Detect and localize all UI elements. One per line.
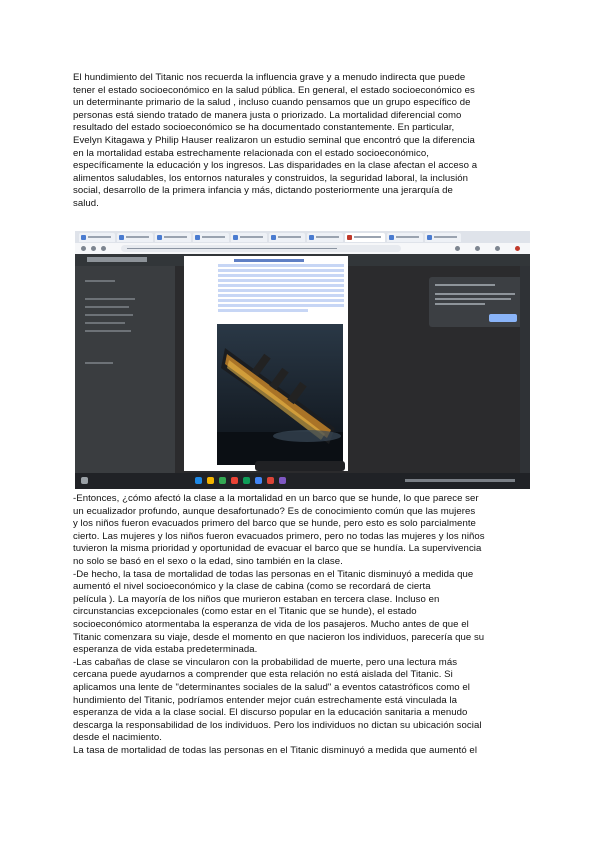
text-line: en la mortalidad estaba estrechamente relacionada con el estado socioeconómico, xyxy=(73,147,429,159)
text-line: esperanza de vida estaba predeterminada. xyxy=(73,644,258,656)
back-icon xyxy=(81,246,86,251)
pdf-zoom-bar xyxy=(255,461,345,471)
taskbar-app-icon xyxy=(243,477,250,484)
text-line: -De hecho, la tasa de mortalidad de todas las personas en el Titanic disminuyó a medida que xyxy=(73,568,474,580)
text-line: social, desarrollo de la primera infancia y más, dictando posteriormente una jerarquía de xyxy=(73,185,453,197)
windows-taskbar xyxy=(75,473,530,489)
text-line: aumentó el nivel socioeconómico y la clase de cabina (como se recordará de cierta xyxy=(73,581,431,593)
text-line: aplicamos una lente de "determinantes sociales de la salud" a eventos catastróficos como el xyxy=(73,681,470,693)
text-line: esperanza de vida a la clase social. El discurso popular en la educación sanitaria a menudo xyxy=(73,707,468,719)
text-line: La tasa de mortalidad de todas las personas en el Titanic disminuyó a medida que aumentó el xyxy=(73,744,478,756)
text-line: Titanic comenzara su viaje, desde el momento en que nacieron los individuos, parecería que su xyxy=(73,631,485,643)
browser-tab xyxy=(79,233,115,242)
text-line: película ). La mayoría de los niños que murieron estaban en tercera clase. Incluso en xyxy=(73,593,440,605)
text-line: alimentos saludables, los entornos naturales y construidos, la seguridad laboral, la inclusión xyxy=(73,172,469,184)
text-line: un ecualizador profundo, aunque desafortunado? Es de conocimiento común que las mujeres xyxy=(73,505,476,517)
text-line: y los niños fueron evacuados primero del barco que se hunde, pero esto es solo parcialmente xyxy=(73,518,476,530)
signin-popup xyxy=(429,277,523,327)
extensions-icon xyxy=(475,246,480,251)
forward-icon xyxy=(91,246,96,251)
text-line: cercana puede ayudarnos a comprender que esta relación no está aislada del Titanic. Si xyxy=(73,669,453,681)
browser-tab-bar xyxy=(75,231,530,243)
star-icon xyxy=(455,246,460,251)
taskbar-app-icon xyxy=(231,477,238,484)
text-line: un determinante primario de la salud , incluso cuando pensamos que un grupo específico de xyxy=(73,97,471,109)
browser-tab xyxy=(155,233,191,242)
pdf-page xyxy=(184,256,348,471)
system-tray xyxy=(405,479,515,482)
text-line: hundimiento del Titanic, podríamos entender mejor cuán estrechamente está vinculada la xyxy=(73,694,458,706)
text-line: desde el nacimiento. xyxy=(73,732,162,744)
taskbar-app-icon xyxy=(279,477,286,484)
text-line: cierto. Las mujeres y los niños fueron evacuados primero, pero no todas las mujeres y los niños xyxy=(73,530,485,542)
start-icon xyxy=(81,477,88,484)
pdf-sidebar xyxy=(75,266,175,473)
taskbar-app-icon xyxy=(195,477,202,484)
text-line: descarga la responsabilidad de los individuos. Pero los individuos no dictan su ubicación social xyxy=(73,719,482,731)
url-field xyxy=(121,245,401,252)
text-line: -Las cabañas de clase se vincularon con la probabilidad de muerte, pero una lectura más xyxy=(73,656,458,668)
browser-tab xyxy=(387,233,423,242)
titanic-illustration xyxy=(217,324,343,465)
text-line: tener el estado socioeconómico en la salud pública. En general, el estado socioeconómico es xyxy=(73,84,475,96)
text-line: salud. xyxy=(73,197,99,209)
paragraph-body xyxy=(73,493,503,757)
text-line: no solo se basó en el sexo o la edad, sino también en la clase. xyxy=(73,555,343,567)
browser-tab xyxy=(307,233,343,242)
text-line: -Entonces, ¿cómo afectó la clase a la mortalidad en un barco que se hunde, lo que parece ser xyxy=(73,493,479,504)
menu-icon xyxy=(515,246,520,251)
browser-tab-active xyxy=(345,233,385,242)
paragraph-intro xyxy=(73,72,503,211)
taskbar-app-icon xyxy=(219,477,226,484)
text-line: Evelyn Kitagawa y Philip Hauser realizaron un estudio seminal que encontró que la diferencia xyxy=(73,134,475,146)
profile-icon xyxy=(495,246,500,251)
text-line: resultado del estado socioeconómico se ha documentado constantemente. En particular, xyxy=(73,122,455,134)
taskbar-app-icon xyxy=(267,477,274,484)
popup-button xyxy=(489,314,517,322)
taskbar-app-icon xyxy=(207,477,214,484)
text-line: El hundimiento del Titanic nos recuerda la influencia grave y a menudo indirecta que puede xyxy=(73,72,466,83)
text-line: circunstancias excepcionales (como estar en el Titanic que se hunde), el estado xyxy=(73,606,417,618)
pdf-scrollbar xyxy=(520,266,530,473)
browser-tab xyxy=(269,233,305,242)
embedded-browser-screenshot xyxy=(75,231,530,489)
taskbar-app-icon xyxy=(255,477,262,484)
titanic-sinking-image xyxy=(217,324,343,465)
browser-tab xyxy=(231,233,267,242)
text-line: socioeconómico atormentaba la esperanza de vida de los pasajeros. Mucho antes de que el xyxy=(73,618,469,630)
text-line: tuvieron la misma prioridad y oportunidad de evacuar el barco que se hundía. La supervivencia xyxy=(73,543,482,555)
browser-tab xyxy=(117,233,153,242)
text-line: personas está siendo tratado de manera justa o priorizado. La mortalidad diferencial como xyxy=(73,109,462,121)
browser-tab xyxy=(425,233,461,242)
reload-icon xyxy=(101,246,106,251)
text-line: específicamente la educación y los ingresos. Las disparidades en la clase afectan el acceso a xyxy=(73,160,478,172)
pdf-viewer-title xyxy=(87,257,147,262)
browser-tab xyxy=(193,233,229,242)
